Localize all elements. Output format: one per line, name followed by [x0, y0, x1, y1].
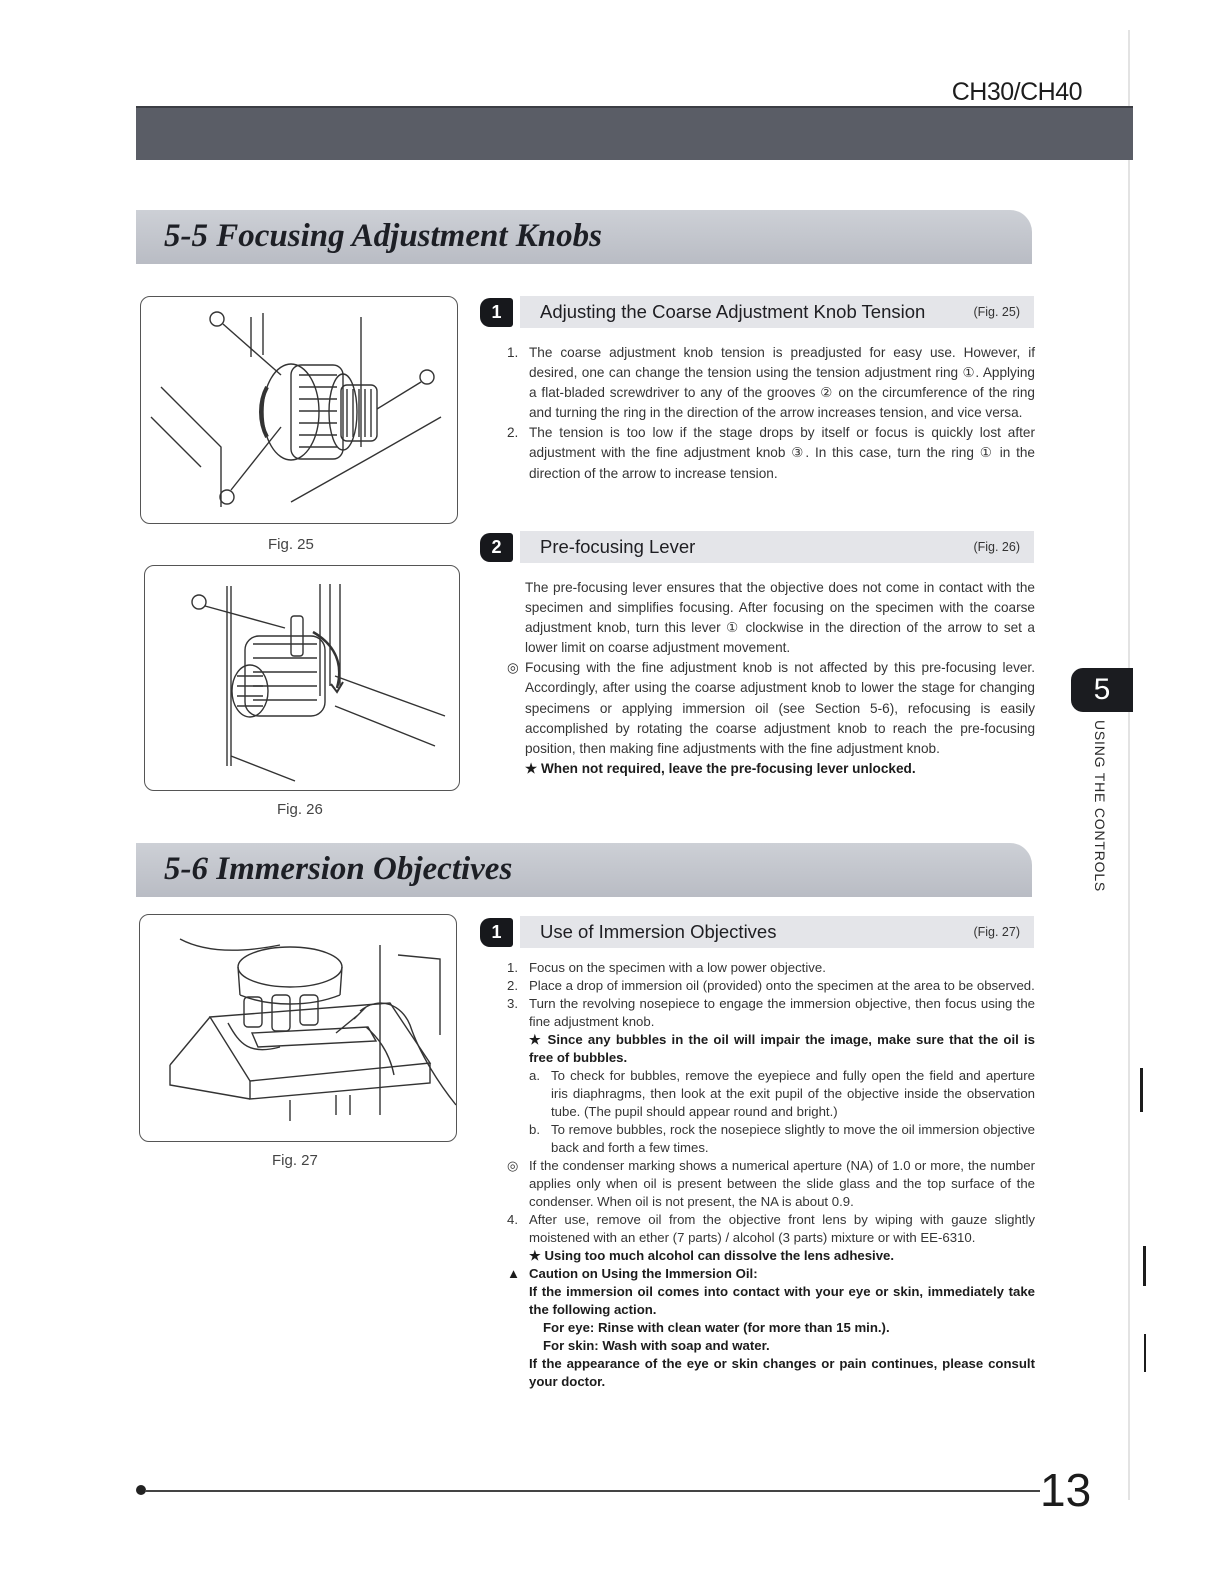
fig-25-caption: Fig. 25 — [268, 536, 314, 553]
section-title: 5-5 Focusing Adjustment Knobs — [164, 218, 602, 254]
list-item — [507, 977, 1035, 995]
subsection-immersion-objectives — [480, 916, 1034, 948]
warning-star: ★ Since any bubbles in the oil will impair the image, make sure that the oil is free of bubbles. — [529, 1032, 1035, 1065]
list-text: After use, remove oil from the objective front lens by wiping with gauze slightly moistened with an ether (7 parts) / alcohol (3 parts) mixture or with EE-6310. — [529, 1212, 1035, 1245]
caution-skin: For skin: Wash with soap and water. — [543, 1338, 770, 1353]
page-number: 13 — [1040, 1464, 1092, 1516]
warning-star: ★ Using too much alcohol can dissolve the lens adhesive. — [529, 1248, 895, 1263]
list-text: Place a drop of immersion oil (provided) onto the specimen at the area to be observed. — [529, 978, 1035, 993]
margin-mark — [1143, 1246, 1146, 1286]
chapter-tab: 5 — [1071, 668, 1133, 712]
sub-item-text: To remove bubbles, rock the nosepiece slightly to move the oil immersion objective back and forth a few times. — [551, 1122, 1035, 1155]
subsection-bar — [520, 296, 1034, 328]
chapter-tab-label — [1089, 720, 1111, 920]
caution-icon: ▲ — [507, 1266, 521, 1281]
sub-item-text: To check for bubbles, remove the eyepiece and fully open the field and aperture iris diaphragms, then look at the exit pupil of the objective inside the observation tube. (The pupil should appear round and bright.) — [551, 1068, 1035, 1119]
section-heading-5-6 — [136, 843, 1032, 897]
list-item — [507, 423, 1035, 483]
step-badge-1: 1 — [480, 298, 513, 327]
caution-block — [507, 1265, 1035, 1391]
subsection-title: Pre-focusing Lever — [540, 536, 696, 557]
caution-title: Caution on Using the Immersion Oil: — [529, 1266, 758, 1281]
list-item — [507, 343, 1035, 423]
sub-item — [529, 1067, 1035, 1121]
list-number: 1. — [507, 960, 518, 975]
footer-rule — [145, 1490, 1040, 1492]
prefocus-lever-illustration — [145, 566, 459, 790]
figure-25 — [140, 296, 458, 524]
list-number: 1. — [507, 345, 519, 360]
paragraph: The pre-focusing lever ensures that the objective does not come in contact with the specimen and simplifies focusing. After focusing on the specimen with the coarse adjustment knob, turn this lever ① clockwise in the direction of the arrow to set a lower limit on coarse adjustment movement. — [525, 580, 1035, 656]
list-number: 4. — [507, 1212, 518, 1227]
page-spine — [1128, 30, 1130, 1500]
step-badge-2: 2 — [480, 533, 513, 562]
subsection-bar — [520, 531, 1034, 563]
note-icon: ◎ — [507, 1158, 519, 1173]
coarse-knob-illustration — [141, 297, 457, 523]
figure-27 — [139, 914, 457, 1142]
sub-item-letter: b. — [529, 1122, 540, 1137]
section-heading-5-5 — [136, 210, 1032, 264]
figure-reference: (Fig. 27) — [973, 925, 1020, 939]
subsection-title: Use of Immersion Objectives — [540, 921, 777, 942]
model-name: CH30/CH40 — [951, 78, 1082, 106]
list-text: Turn the revolving nosepiece to engage the immersion objective, then focus using the fine adjustment knob. — [529, 996, 1035, 1029]
margin-mark — [1140, 1068, 1143, 1112]
figure-reference: (Fig. 26) — [973, 540, 1020, 554]
list-number: 2. — [507, 978, 518, 993]
fig-27-caption: Fig. 27 — [272, 1152, 318, 1169]
list-text: The tension is too low if the stage drops by itself or focus is quickly lost after adjustment with the fine adjustment knob ③. In this case, turn the ring ① in the direction of the arrow to increase tension. — [529, 425, 1035, 481]
sub-item-letter: a. — [529, 1068, 540, 1083]
note-icon: ◎ — [507, 660, 519, 676]
step-badge-1: 1 — [480, 918, 513, 947]
margin-mark — [1144, 1334, 1146, 1372]
chapter-label-text: USING THE CONTROLS — [1092, 720, 1108, 893]
header-band — [136, 106, 1133, 160]
immersion-oil-illustration — [140, 915, 456, 1141]
figure-26 — [144, 565, 460, 791]
list-text: The coarse adjustment knob tension is preadjusted for easy use. However, if desired, one can change the tension using the tension adjustment ring ①. Applying a flat-bladed screwdriver to any of the grooves ② on the circumference of the ring and turning the ring in the direction of the arrow increases tension, and vice versa. — [529, 345, 1035, 421]
sub-item — [529, 1121, 1035, 1157]
note-text: If the condenser marking shows a numerical aperture (NA) of 1.0 or more, the number applies only when oil is present between the slide glass and the top surface of the condenser. When oil is not present, the NA is about 0.9. — [529, 1158, 1035, 1209]
coarse-tension-instructions — [507, 343, 1035, 484]
section-title: 5-6 Immersion Objectives — [164, 851, 513, 887]
list-item — [507, 959, 1035, 977]
list-item — [507, 995, 1035, 1031]
fig-26-caption: Fig. 26 — [277, 801, 323, 818]
immersion-instructions — [507, 959, 1035, 1391]
subsection-coarse-tension — [480, 296, 1034, 328]
subsection-prefocusing-lever — [480, 531, 1034, 563]
warning-star: ★ When not required, leave the pre-focusing lever unlocked. — [525, 760, 916, 776]
note-text: Focusing with the fine adjustment knob is not affected by this pre-focusing lever. Accordingly, after using the coarse adjustment knob to lower the stage for changing specimens or applying immersion oil (see Section 5-6), refocusing is easily accomplished by rotating the coarse adjustment knob to reach the pre-focusing position, then making fine adjustments with the fine adjustment knob. — [525, 660, 1035, 756]
subsection-title: Adjusting the Coarse Adjustment Knob Tension — [540, 301, 926, 322]
list-item — [507, 1211, 1035, 1247]
caution-text: If the immersion oil comes into contact with your eye or skin, immediately take the following action. — [529, 1284, 1035, 1317]
list-number: 3. — [507, 996, 518, 1011]
prefocusing-instructions — [507, 578, 1035, 779]
figure-reference: (Fig. 25) — [973, 305, 1020, 319]
subsection-bar — [520, 916, 1034, 948]
note — [507, 658, 1035, 758]
caution-text: If the appearance of the eye or skin changes or pain continues, please consult your doctor. — [529, 1356, 1035, 1389]
caution-eye: For eye: Rinse with clean water (for more than 15 min.). — [543, 1320, 890, 1335]
list-number: 2. — [507, 425, 519, 441]
list-text: Focus on the specimen with a low power objective. — [529, 960, 826, 975]
note — [507, 1157, 1035, 1211]
